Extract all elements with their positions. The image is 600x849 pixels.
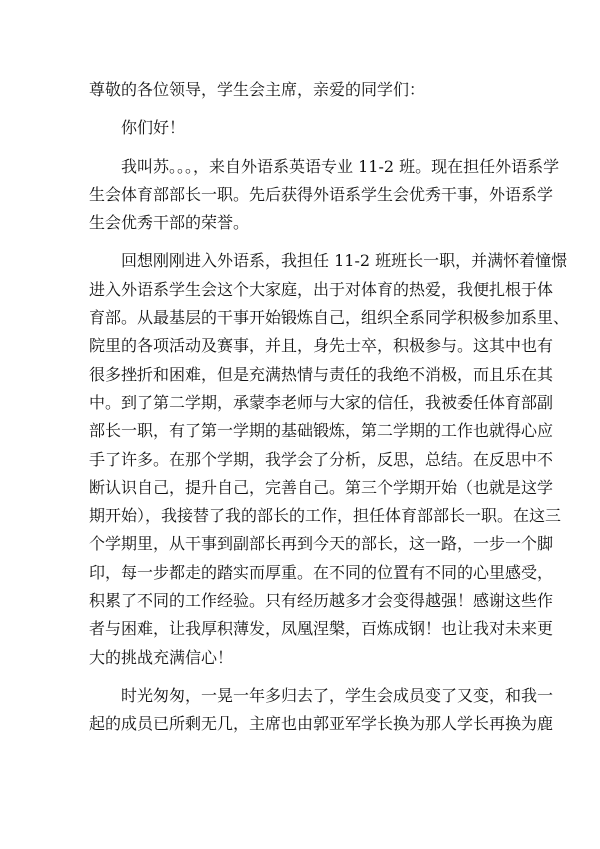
speech-text — [89, 76, 570, 749]
text-line: 积累了不同的工作经验。只有经历越多才会变得越强！感谢这些作 — [89, 591, 554, 611]
text-line: 起的成员已所剩无几，主席也由郭亚军学长换为那人学长再换为鹿 — [89, 714, 554, 734]
text-line: 回想刚刚进入外语系，我担任 11-2 班班长一职，并满怀着憧憬 — [121, 251, 568, 271]
text-line: 中。到了第二学期，承蒙李老师与大家的信任，我被委任体育部副 — [89, 392, 554, 412]
text-line: 时光匆匆，一晃一年多归去了，学生会成员变了又变，和我一 — [121, 685, 554, 705]
text-line: 生会优秀干部的荣誉。 — [89, 213, 250, 233]
paragraph-experience — [89, 247, 570, 671]
salutation-line: 尊敬的各位领导，学生会主席，亲爱的同学们： — [89, 80, 426, 99]
paragraph-time — [89, 682, 554, 739]
text-line: 我叫苏。。。，来自外语系英语专业 11-2 班。现在担任外语系学 — [121, 156, 560, 176]
text-line: 印，每一步都走的踏实而厚重。在不同的位置有不同的心里感受， — [89, 562, 554, 582]
text-line: 大的挑战充满信心！ — [89, 647, 234, 667]
text-line: 很多挫折和困难，但是充满热情与责任的我绝不消极，而且乐在其 — [89, 364, 554, 384]
text-line: 断认识自己，提升自己，完善自己。第三个学期开始（也就是这学 — [89, 477, 554, 497]
salutation — [89, 76, 519, 104]
text-line: 进入外语系学生会这个大家庭，出于对体育的热爱，我便扎根于体 — [89, 279, 554, 299]
text-line: 部长一职，有了第一学期的基础锻炼，第二学期的工作也就得心应 — [89, 421, 554, 441]
paragraph-introduction — [89, 153, 560, 238]
text-line: 生会体育部部长一职。先后获得外语系学生会优秀干事，外语系学 — [89, 184, 554, 204]
text-line: 育部。从最基层的干事开始锻炼自己，组织全系同学积极参加系里、 — [89, 308, 570, 328]
text-line: 院里的各项活动及赛事，并且，身先士卒，积极参与。这其中也有 — [89, 336, 554, 356]
greeting — [89, 114, 519, 142]
text-line: 个学期里，从干事到副部长再到今天的部长，这一路，一步一个脚 — [89, 534, 554, 554]
text-line: 手了许多。在那个学期，我学会了分析，反思，总结。在反思中不 — [89, 449, 554, 469]
text-line: 者与困难，让我厚积薄发，凤凰涅槃，百炼成钢！也让我对未来更 — [89, 619, 554, 639]
text-line: 期开始），我接替了我的部长的工作，担任体育部部长一职。在这三 — [89, 506, 562, 526]
greeting-line: 你们好！ — [121, 118, 186, 138]
